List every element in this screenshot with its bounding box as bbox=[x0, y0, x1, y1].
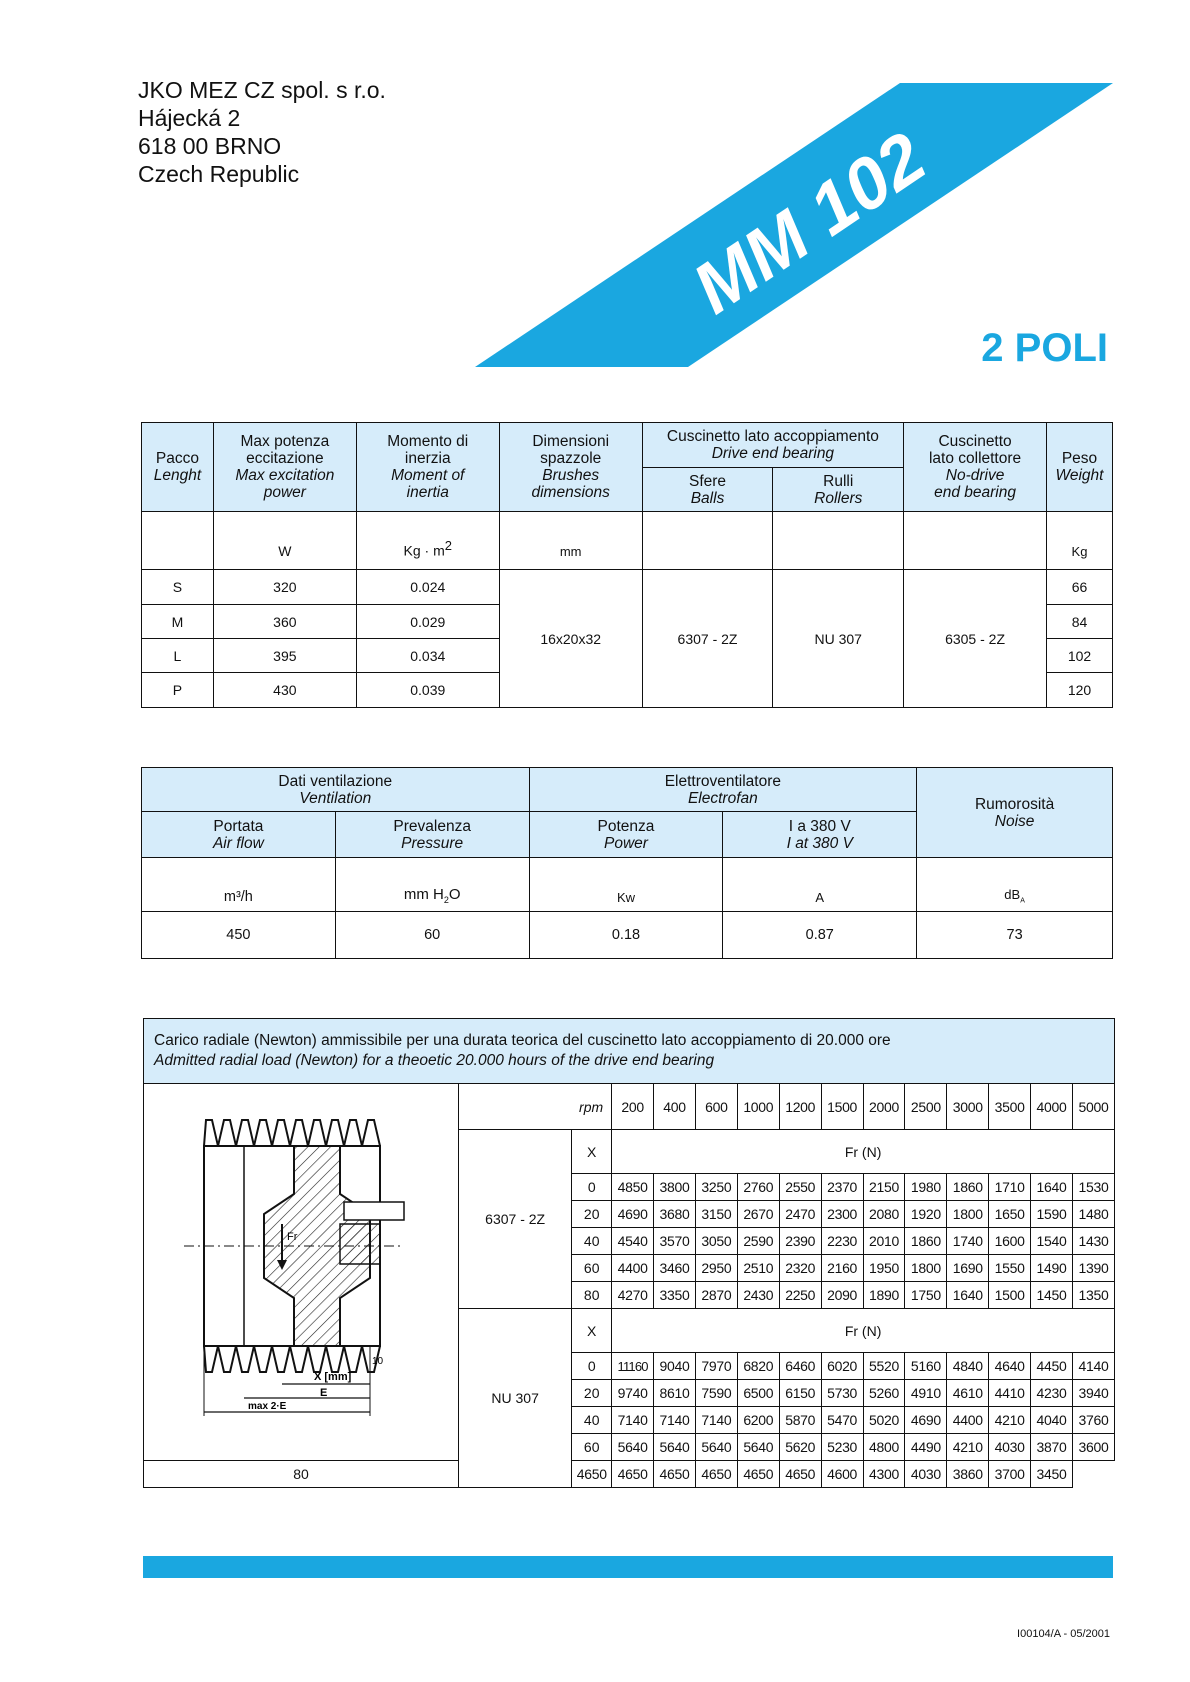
shaft bbox=[344, 1202, 404, 1220]
unit-fan-power: Kw bbox=[529, 858, 723, 912]
load-cell: 1710 bbox=[989, 1174, 1031, 1201]
poles-label: 2 POLI bbox=[981, 326, 1108, 370]
header-rollers: Rulli Rollers bbox=[773, 468, 904, 512]
rpm-label: rpm bbox=[459, 1084, 612, 1130]
load-cell: 4640 bbox=[989, 1353, 1031, 1380]
bearing-nu307-label: NU 307 bbox=[459, 1309, 572, 1488]
x-value: 20 bbox=[572, 1380, 612, 1407]
rpm-header: 4000 bbox=[1031, 1084, 1073, 1130]
power-cell: 320 bbox=[213, 570, 356, 605]
load-cell: 6020 bbox=[821, 1353, 863, 1380]
load-cell: 2320 bbox=[779, 1255, 821, 1282]
header-electrofan: Elettroventilatore Electrofan bbox=[529, 768, 917, 812]
pressure-value: 60 bbox=[335, 912, 529, 959]
load-cell: 4650 bbox=[737, 1461, 779, 1488]
load-cell: 6500 bbox=[737, 1380, 779, 1407]
load-cell: 7140 bbox=[695, 1407, 737, 1434]
load-cell: 11160 bbox=[612, 1353, 654, 1380]
load-cell: 4300 bbox=[863, 1461, 905, 1488]
x-value: 40 bbox=[572, 1228, 612, 1255]
rpm-header: 1500 bbox=[821, 1084, 863, 1130]
load-cell: 2670 bbox=[737, 1201, 779, 1228]
x-mm-label: X [mm] bbox=[314, 1371, 352, 1383]
header-ventilation: Dati ventilazione Ventilation bbox=[142, 768, 530, 812]
load-cell: 5640 bbox=[612, 1434, 654, 1461]
rpm-header: 400 bbox=[654, 1084, 696, 1130]
load-cell: 5020 bbox=[863, 1407, 905, 1434]
load-cell: 4030 bbox=[989, 1434, 1031, 1461]
rollers-cell: NU 307 bbox=[773, 570, 904, 708]
company-city: 618 00 BRNO bbox=[138, 133, 282, 159]
inertia-cell: 0.039 bbox=[356, 673, 499, 708]
load-cell: 4910 bbox=[905, 1380, 947, 1407]
load-cell: 4400 bbox=[612, 1255, 654, 1282]
ventilation-table bbox=[141, 767, 1113, 959]
inertia-cell: 0.029 bbox=[356, 605, 499, 639]
load-cell: 1540 bbox=[1031, 1228, 1073, 1255]
radial-load-title: Carico radiale (Newton) ammissibile per una durata teorica del cuscinetto lato accoppiamento di 20.000 ore Admitted radial load (Newton) for a theoetic 20.000 hours of the drive end bearing bbox=[144, 1019, 1115, 1084]
load-cell: 1490 bbox=[1031, 1255, 1073, 1282]
load-cell: 2470 bbox=[779, 1201, 821, 1228]
ten-label: 10 bbox=[372, 1356, 384, 1367]
load-cell: 8610 bbox=[654, 1380, 696, 1407]
load-cell: 4140 bbox=[1072, 1353, 1114, 1380]
radial-load-table bbox=[143, 1018, 1115, 1488]
load-cell: 4400 bbox=[947, 1407, 989, 1434]
size-cell: S bbox=[142, 570, 214, 605]
load-cell: 1650 bbox=[989, 1201, 1031, 1228]
load-cell: 2010 bbox=[863, 1228, 905, 1255]
rpm-header: 3000 bbox=[947, 1084, 989, 1130]
load-cell: 3860 bbox=[947, 1461, 989, 1488]
header-inertia: Momento di inerzia Moment of inertia bbox=[356, 423, 499, 512]
load-cell: 5640 bbox=[654, 1434, 696, 1461]
model-title: MM 102 bbox=[679, 117, 940, 330]
load-cell: 7970 bbox=[695, 1353, 737, 1380]
flow-value: 450 bbox=[142, 912, 336, 959]
load-cell: 3150 bbox=[695, 1201, 737, 1228]
load-cell: 5640 bbox=[695, 1434, 737, 1461]
unit-pressure: mm $H_2O$ bbox=[335, 858, 529, 912]
balls-cell: 6307 - 2Z bbox=[642, 570, 773, 708]
weight-cell: 102 bbox=[1047, 639, 1113, 673]
unit-rollers bbox=[773, 512, 904, 570]
load-cell: 3450 bbox=[1031, 1461, 1073, 1488]
unit-flow: m³/h bbox=[142, 858, 336, 912]
x-value: 80 bbox=[144, 1461, 459, 1488]
pulley-drawing-cell bbox=[144, 1084, 459, 1461]
spec-table bbox=[141, 422, 1113, 708]
load-cell: 2230 bbox=[821, 1228, 863, 1255]
load-cell: 7140 bbox=[612, 1407, 654, 1434]
unit-weight: Kg bbox=[1047, 512, 1113, 570]
load-cell: 2550 bbox=[779, 1174, 821, 1201]
load-cell: 5260 bbox=[863, 1380, 905, 1407]
load-cell: 4450 bbox=[1031, 1353, 1073, 1380]
load-cell: 3570 bbox=[654, 1228, 696, 1255]
load-cell: 1430 bbox=[1072, 1228, 1114, 1255]
load-cell: 1920 bbox=[905, 1201, 947, 1228]
unit-balls bbox=[642, 512, 773, 570]
load-cell: 1750 bbox=[905, 1282, 947, 1309]
unit-current: A bbox=[723, 858, 917, 912]
load-cell: 3700 bbox=[989, 1461, 1031, 1488]
header-pacco: Pacco Lenght bbox=[142, 423, 214, 512]
nodrive-cell: 6305 - 2Z bbox=[904, 570, 1047, 708]
unit-inertia: $Kg \cdot m^2$ bbox=[356, 512, 499, 570]
load-cell: 5730 bbox=[821, 1380, 863, 1407]
size-cell: L bbox=[142, 639, 214, 673]
bearing-6307-label: 6307 - 2Z bbox=[459, 1130, 572, 1309]
load-cell: 4540 bbox=[612, 1228, 654, 1255]
load-cell: 4690 bbox=[905, 1407, 947, 1434]
load-cell: 1550 bbox=[989, 1255, 1031, 1282]
rpm-header: 1000 bbox=[737, 1084, 779, 1130]
table-row bbox=[144, 1461, 1115, 1488]
rpm-header: 2500 bbox=[905, 1084, 947, 1130]
load-cell: 4650 bbox=[572, 1461, 612, 1488]
company-street: Hájecká 2 bbox=[138, 105, 241, 131]
x-value: 60 bbox=[572, 1255, 612, 1282]
load-cell: 3800 bbox=[654, 1174, 696, 1201]
load-cell: 4410 bbox=[989, 1380, 1031, 1407]
load-cell: 4210 bbox=[989, 1407, 1031, 1434]
rpm-header: 200 bbox=[612, 1084, 654, 1130]
x-header: X bbox=[572, 1130, 612, 1174]
header-weight: Peso Weight bbox=[1047, 423, 1113, 512]
load-cell: 3050 bbox=[695, 1228, 737, 1255]
load-cell: 4610 bbox=[947, 1380, 989, 1407]
load-cell: 4650 bbox=[779, 1461, 821, 1488]
load-cell: 3460 bbox=[654, 1255, 696, 1282]
header-pressure: Prevalenza Pressure bbox=[335, 812, 529, 858]
load-cell: 5470 bbox=[821, 1407, 863, 1434]
document-reference: I00104/A - 05/2001 bbox=[1017, 1628, 1110, 1640]
load-cell: 5870 bbox=[779, 1407, 821, 1434]
fr-header: Fr (N) bbox=[612, 1130, 1115, 1174]
header-power: Max potenza eccitazione Max excitation power bbox=[213, 423, 356, 512]
load-cell: 1640 bbox=[947, 1282, 989, 1309]
x-value: 60 bbox=[572, 1434, 612, 1461]
inertia-cell: 0.024 bbox=[356, 570, 499, 605]
load-cell: 5640 bbox=[737, 1434, 779, 1461]
load-cell: 1530 bbox=[1072, 1174, 1114, 1201]
load-cell: 2390 bbox=[779, 1228, 821, 1255]
noise-value: 73 bbox=[917, 912, 1113, 959]
load-cell: 2090 bbox=[821, 1282, 863, 1309]
top-grooves bbox=[204, 1120, 380, 1146]
load-cell: 1860 bbox=[947, 1174, 989, 1201]
load-cell: 4690 bbox=[612, 1201, 654, 1228]
load-cell: 1860 bbox=[905, 1228, 947, 1255]
x-header: X bbox=[572, 1309, 612, 1353]
size-cell: P bbox=[142, 673, 214, 708]
rpm-header: 1200 bbox=[779, 1084, 821, 1130]
size-cell: M bbox=[142, 605, 214, 639]
fr-label: Fr bbox=[287, 1231, 298, 1243]
rpm-header: 600 bbox=[695, 1084, 737, 1130]
load-cell: 5620 bbox=[779, 1434, 821, 1461]
x-value: 80 bbox=[572, 1282, 612, 1309]
load-cell: 4800 bbox=[863, 1434, 905, 1461]
load-cell: 3600 bbox=[1072, 1434, 1114, 1461]
max-2e-label: max 2·E bbox=[248, 1401, 287, 1412]
power-cell: 395 bbox=[213, 639, 356, 673]
load-cell: 1390 bbox=[1072, 1255, 1114, 1282]
load-cell: 3350 bbox=[654, 1282, 696, 1309]
fr-header: Fr (N) bbox=[612, 1309, 1115, 1353]
header-noise: Rumorosità Noise bbox=[917, 768, 1113, 858]
unit-brushes: mm bbox=[499, 512, 642, 570]
unit-nodrive bbox=[904, 512, 1047, 570]
load-cell: 3680 bbox=[654, 1201, 696, 1228]
load-cell: 1590 bbox=[1031, 1201, 1073, 1228]
rpm-header: 5000 bbox=[1072, 1084, 1114, 1130]
load-cell: 6460 bbox=[779, 1353, 821, 1380]
rpm-header: 3500 bbox=[989, 1084, 1031, 1130]
load-cell: 7590 bbox=[695, 1380, 737, 1407]
load-cell: 1450 bbox=[1031, 1282, 1073, 1309]
load-cell: 2950 bbox=[695, 1255, 737, 1282]
load-cell: 3250 bbox=[695, 1174, 737, 1201]
load-cell: 2430 bbox=[737, 1282, 779, 1309]
load-cell: 1350 bbox=[1072, 1282, 1114, 1309]
power-cell: 360 bbox=[213, 605, 356, 639]
header-fan-power: Potenza Power bbox=[529, 812, 723, 858]
header-current: I a 380 V I at 380 V bbox=[723, 812, 917, 858]
load-cell: 1480 bbox=[1072, 1201, 1114, 1228]
load-cell: 2160 bbox=[821, 1255, 863, 1282]
load-cell: 1690 bbox=[947, 1255, 989, 1282]
load-cell: 4650 bbox=[612, 1461, 654, 1488]
weight-cell: 84 bbox=[1047, 605, 1113, 639]
header-drive-bearing: Cuscinetto lato accoppiamento Drive end bearing bbox=[642, 423, 903, 468]
load-cell: 5160 bbox=[905, 1353, 947, 1380]
model-banner bbox=[0, 0, 1190, 380]
unit-power: W bbox=[213, 512, 356, 570]
rpm-header: 2000 bbox=[863, 1084, 905, 1130]
load-cell: 7140 bbox=[654, 1407, 696, 1434]
load-cell: 2080 bbox=[863, 1201, 905, 1228]
company-country: Czech Republic bbox=[138, 161, 300, 187]
table-row bbox=[142, 570, 1113, 605]
power-cell: 430 bbox=[213, 673, 356, 708]
load-cell: 1500 bbox=[989, 1282, 1031, 1309]
load-cell: 1640 bbox=[1031, 1174, 1073, 1201]
load-cell: 4210 bbox=[947, 1434, 989, 1461]
load-cell: 2370 bbox=[821, 1174, 863, 1201]
load-cell: 2250 bbox=[779, 1282, 821, 1309]
brushes-cell: 16x20x32 bbox=[499, 570, 642, 708]
load-cell: 3760 bbox=[1072, 1407, 1114, 1434]
load-cell: 9040 bbox=[654, 1353, 696, 1380]
header-nodrive-bearing: Cuscinetto lato collettore No-drive end bearing bbox=[904, 423, 1047, 512]
load-cell: 4490 bbox=[905, 1434, 947, 1461]
footer-bar bbox=[143, 1556, 1113, 1578]
x-value: 20 bbox=[572, 1201, 612, 1228]
load-cell: 5230 bbox=[821, 1434, 863, 1461]
load-cell: 2760 bbox=[737, 1174, 779, 1201]
load-cell: 1600 bbox=[989, 1228, 1031, 1255]
load-cell: 2150 bbox=[863, 1174, 905, 1201]
load-cell: 4650 bbox=[654, 1461, 696, 1488]
load-cell: 4840 bbox=[947, 1353, 989, 1380]
load-cell: 1800 bbox=[947, 1201, 989, 1228]
e-label: E bbox=[320, 1387, 328, 1399]
load-cell: 5520 bbox=[863, 1353, 905, 1380]
current-value: 0.87 bbox=[723, 912, 917, 959]
load-cell: 4270 bbox=[612, 1282, 654, 1309]
load-cell: 3940 bbox=[1072, 1380, 1114, 1407]
weight-cell: 120 bbox=[1047, 673, 1113, 708]
load-cell: 1740 bbox=[947, 1228, 989, 1255]
header-brushes: Dimensioni spazzole Brushes dimensions bbox=[499, 423, 642, 512]
x-value: 0 bbox=[572, 1353, 612, 1380]
company-name: JKO MEZ CZ spol. s r.o. bbox=[138, 77, 386, 103]
table-row bbox=[142, 912, 1113, 959]
load-cell: 2510 bbox=[737, 1255, 779, 1282]
load-cell: 6150 bbox=[779, 1380, 821, 1407]
load-cell: 1800 bbox=[905, 1255, 947, 1282]
unit-pacco bbox=[142, 512, 214, 570]
header-air-flow: Portata Air flow bbox=[142, 812, 336, 858]
load-cell: 4040 bbox=[1031, 1407, 1073, 1434]
x-value: 40 bbox=[572, 1407, 612, 1434]
unit-noise: $dB_A$ bbox=[917, 858, 1113, 912]
header-balls: Sfere Balls bbox=[642, 468, 773, 512]
bottom-grooves bbox=[204, 1346, 380, 1372]
load-cell: 1890 bbox=[863, 1282, 905, 1309]
load-cell: 9740 bbox=[612, 1380, 654, 1407]
load-cell: 2870 bbox=[695, 1282, 737, 1309]
pulley-cross-section-diagram bbox=[144, 1084, 458, 1460]
load-cell: 4650 bbox=[695, 1461, 737, 1488]
load-cell: 4600 bbox=[821, 1461, 863, 1488]
load-cell: 4230 bbox=[1031, 1380, 1073, 1407]
load-cell: 6200 bbox=[737, 1407, 779, 1434]
load-cell: 2300 bbox=[821, 1201, 863, 1228]
load-cell: 4030 bbox=[905, 1461, 947, 1488]
inertia-cell: 0.034 bbox=[356, 639, 499, 673]
weight-cell: 66 bbox=[1047, 570, 1113, 605]
fan-power-value: 0.18 bbox=[529, 912, 723, 959]
load-cell: 1980 bbox=[905, 1174, 947, 1201]
load-cell: 6820 bbox=[737, 1353, 779, 1380]
load-cell: 2590 bbox=[737, 1228, 779, 1255]
load-cell: 4850 bbox=[612, 1174, 654, 1201]
x-value: 0 bbox=[572, 1174, 612, 1201]
load-cell: 3870 bbox=[1031, 1434, 1073, 1461]
load-cell: 1950 bbox=[863, 1255, 905, 1282]
